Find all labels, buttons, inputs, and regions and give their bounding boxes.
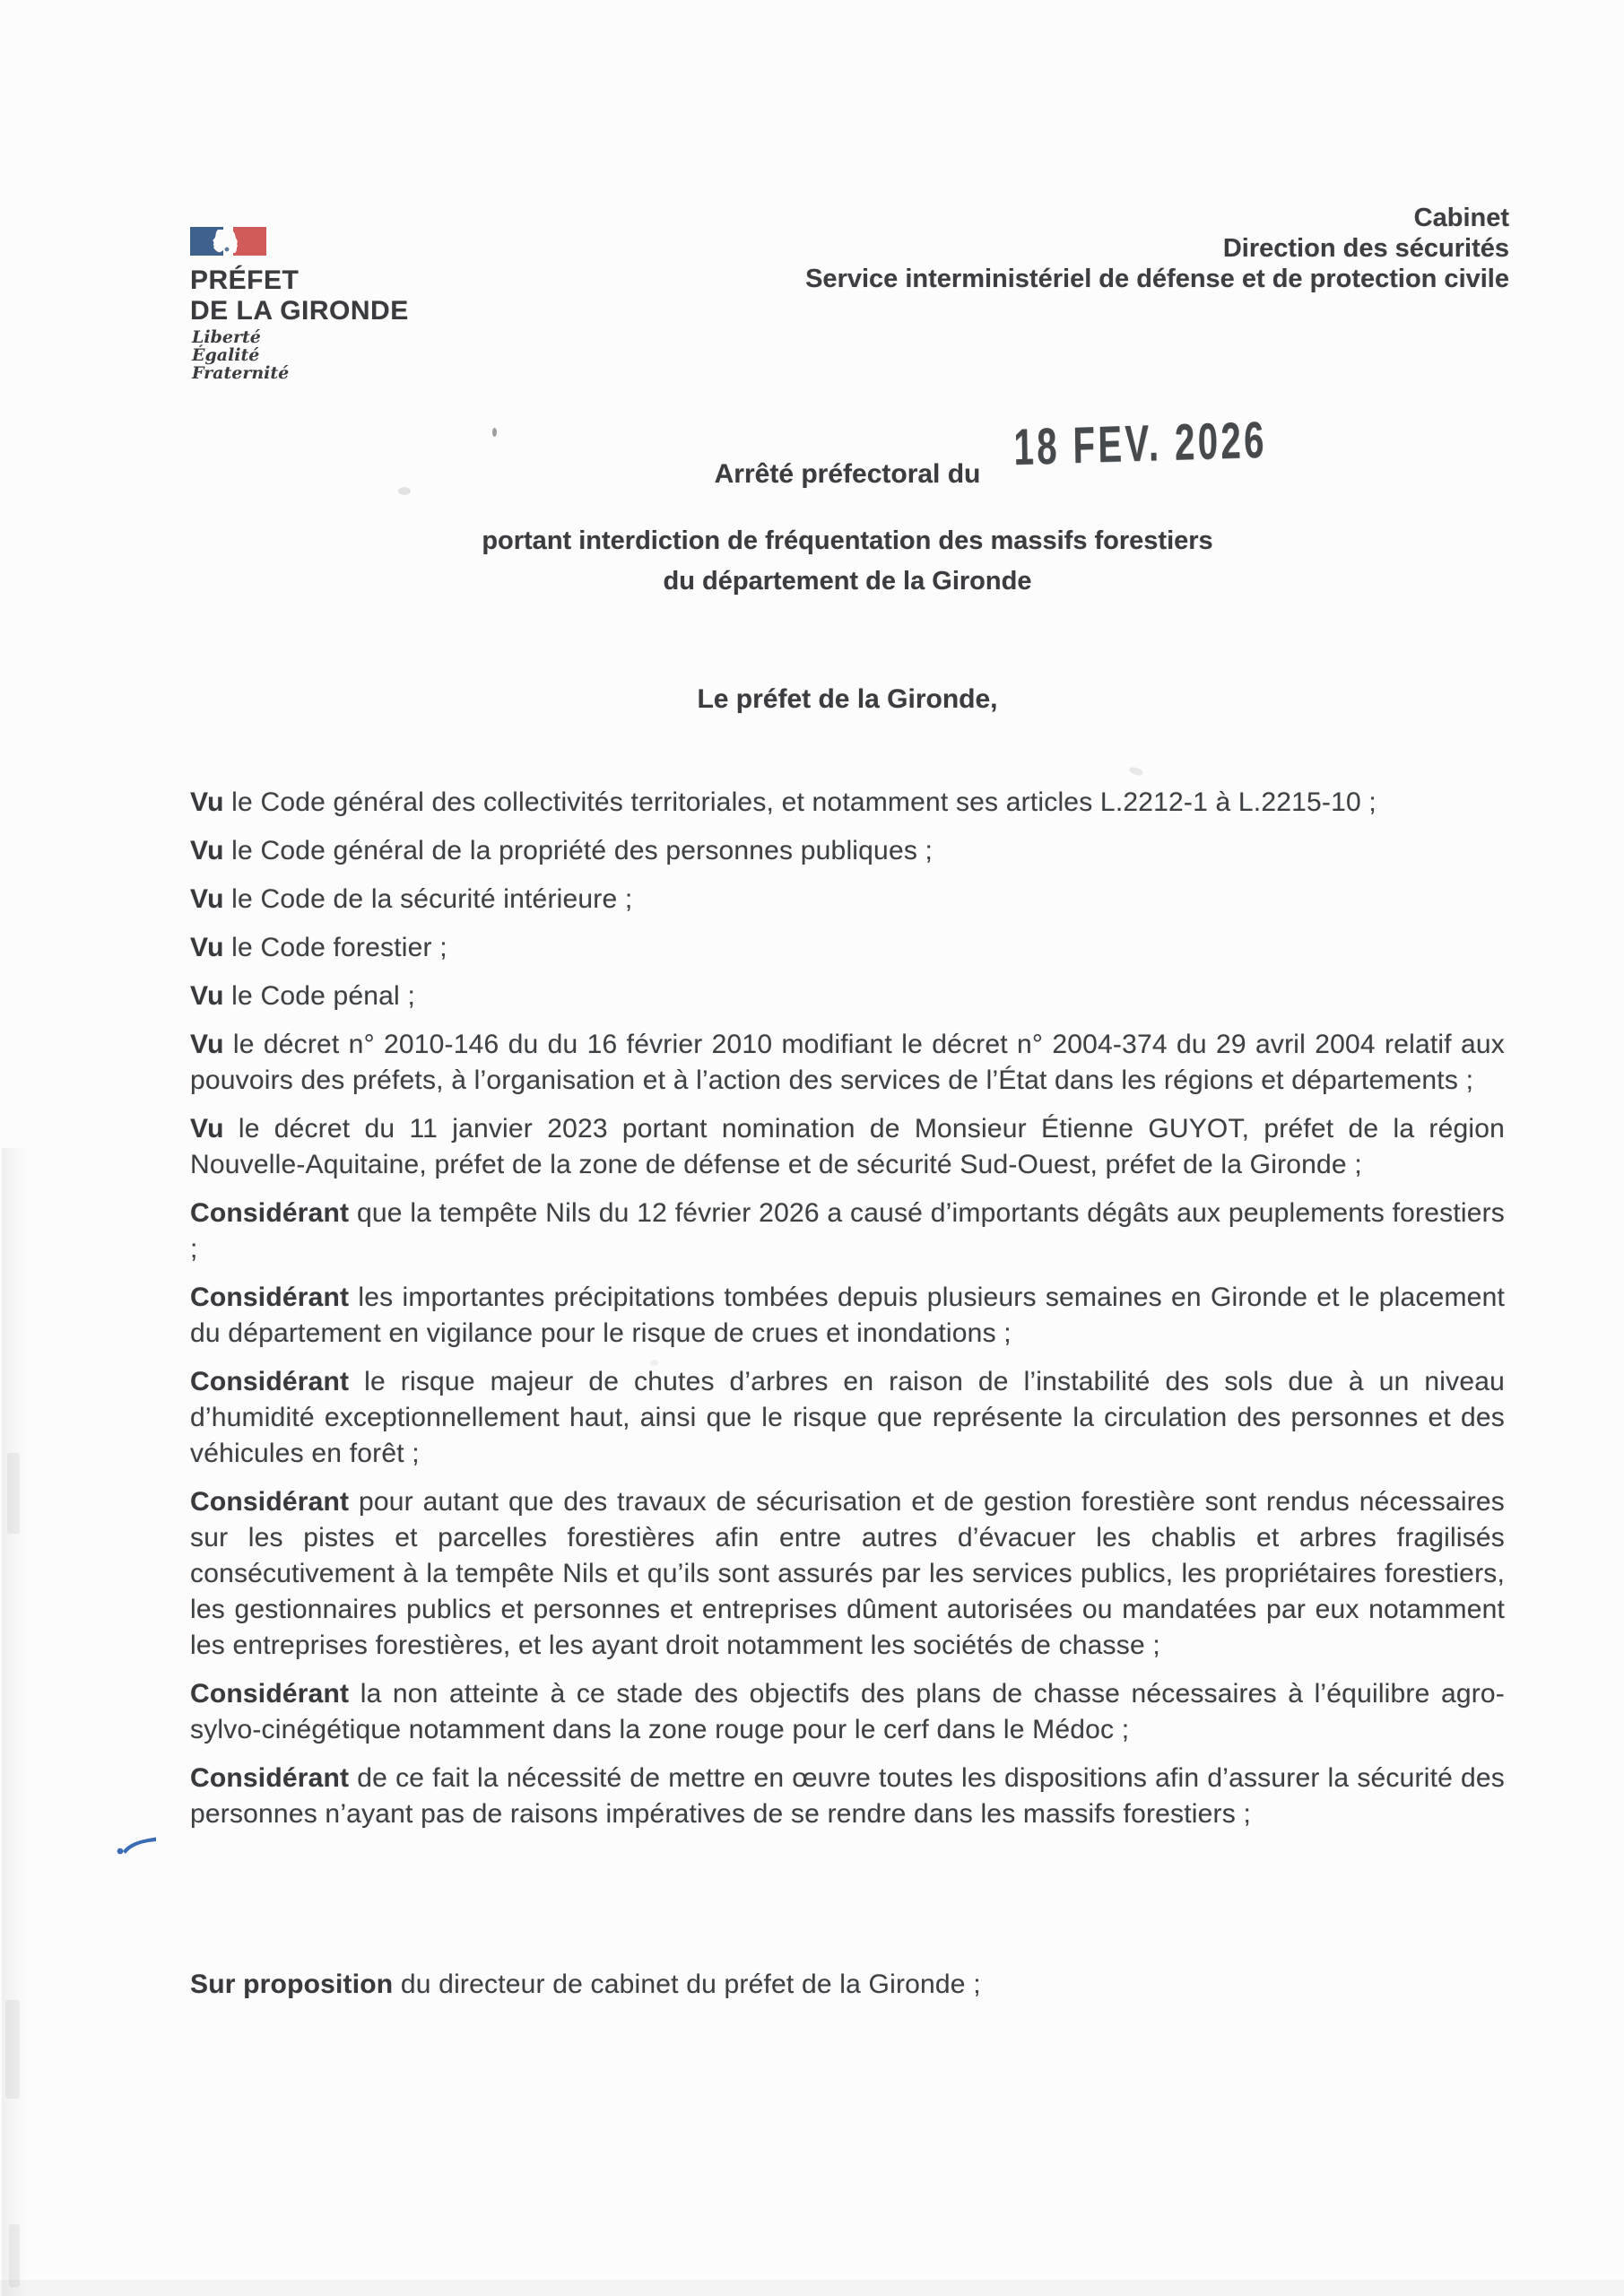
paragraph-text: le Code forestier ; xyxy=(231,933,447,962)
blue-pen-mark xyxy=(113,1831,163,1863)
paragraph-lead: Considérant xyxy=(190,1763,350,1793)
paragraph-lead: Considérant xyxy=(190,1679,350,1709)
scan-artifact xyxy=(5,2000,20,2099)
paragraph-text: le Code général de la propriété des personnes publiques ; xyxy=(231,836,934,865)
visa-paragraph xyxy=(190,930,1505,966)
scan-edge-streak xyxy=(2,1148,29,2296)
visa-paragraph xyxy=(190,833,1505,869)
paragraph-text: la non atteinte à ce stade des objectifs des plans de chasse nécessaires à l’équilibre agro-sylvo-cinégétique notamment dans la zone rouge pour le cerf dans le Médoc ; xyxy=(190,1679,1505,1744)
prefecture-name-line1: PRÉFET xyxy=(190,265,300,295)
decree-subtitle-line2: du département de la Gironde xyxy=(663,567,1032,596)
paragraph-text: de ce fait la nécessité de mettre en œuvre toutes les dispositions afin d’assurer la sécurité des personnes n’ayant pas de raisons impératives de se rendre dans les massifs forestiers ; xyxy=(190,1763,1505,1829)
header-cabinet: Cabinet xyxy=(1413,204,1509,232)
decree-subtitle xyxy=(190,521,1505,602)
considerant-paragraph xyxy=(190,1484,1505,1664)
paragraph-text: pour autant que des travaux de sécurisation et de gestion forestière sont rendus nécessaires sur les pistes et parcelles forestières afin entre autres d’évacuer les chablis et arbres fragilisés consécutivement à la tempête Nils et qu’ils sont assurés par les services publics, les propriétaires forestiers, les gestionnaires publics et personnes et entreprises dûment autorisées ou mandatées par eux notamment les entreprises forestières, et les ayant droit notamment les sociétés de chasse ; xyxy=(190,1487,1505,1660)
scan-speck xyxy=(398,487,411,495)
paragraph-lead: Vu xyxy=(190,981,224,1011)
paragraph-text: le décret n° 2010-146 du du 16 février 2010 modifiant le décret n° 2004-374 du 29 avril 2004 relatif aux pouvoirs des préfets, à l’organisation et à l’action des services de l’État dans les régions et départements ; xyxy=(190,1030,1505,1095)
paragraph-lead: Vu xyxy=(190,836,224,865)
scan-bottom-shade xyxy=(0,2280,1624,2296)
considerant-paragraph xyxy=(190,1196,1505,1267)
header-direction: Direction des sécurités xyxy=(1222,234,1509,263)
decree-body xyxy=(190,785,1505,2015)
visa-paragraph xyxy=(190,1027,1505,1099)
paragraph-text: le décret du 11 janvier 2023 portant nomination de Monsieur Étienne GUYOT, préfet de la région Nouvelle-Aquitaine, préfet de la zone de défense et de sécurité Sud-Ouest, préfet de la Gironde ; xyxy=(190,1114,1505,1179)
pen-check-icon xyxy=(113,1831,163,1858)
salutation: Le préfet de la Gironde, xyxy=(697,684,998,714)
issuing-service-header xyxy=(805,203,1509,294)
paragraph-lead: Vu xyxy=(190,1030,224,1059)
paragraph-lead: Considérant xyxy=(190,1367,350,1396)
french-government-flag-logo xyxy=(190,227,266,261)
date-stamp: 18 FEV. 2026 xyxy=(1013,411,1268,476)
paragraph-text: que la tempête Nils du 12 février 2026 a causé d’importants dégâts aux peuplements forestiers ; xyxy=(190,1198,1505,1264)
header-service: Service interministériel de défense et de protection civile xyxy=(805,265,1509,293)
paragraph-lead: Vu xyxy=(190,1114,224,1144)
decree-subtitle-line1: portant interdiction de fréquentation des massifs forestiers xyxy=(482,526,1213,555)
paragraph-text: du directeur de cabinet du préfet de la Gironde ; xyxy=(400,1970,981,1999)
paragraph-lead: Vu xyxy=(190,884,224,914)
visa-paragraph xyxy=(190,785,1505,821)
paragraph-text: les importantes précipitations tombées depuis plusieurs semaines en Gironde et le placement du département en vigilance pour le risque de crues et inondations ; xyxy=(190,1283,1505,1348)
paragraph-text: le Code pénal ; xyxy=(231,981,415,1011)
motto-fraternite: Fraternité xyxy=(192,363,290,383)
considerant-paragraph xyxy=(190,1761,1505,1832)
proposal-paragraph xyxy=(190,1967,1505,2003)
paragraph-lead: Vu xyxy=(190,933,224,962)
republic-motto xyxy=(192,328,289,382)
paragraph-text: le Code général des collectivités territoriales, et notamment ses articles L.2212-1 à L.2215-10 ; xyxy=(231,787,1376,817)
scan-speck xyxy=(1128,766,1144,778)
prefecture-name-line2: DE LA GIRONDE xyxy=(190,296,409,326)
paragraph-lead: Considérant xyxy=(190,1283,350,1312)
considerant-paragraph xyxy=(190,1676,1505,1748)
paragraph-lead: Vu xyxy=(190,787,224,817)
paragraph-text: le risque majeur de chutes d’arbres en raison de l’instabilité des sols due à un niveau d’humidité exceptionnellement haut, ainsi que le risque que représente la circulation des personnes et des véhicules en forêt ; xyxy=(190,1367,1505,1468)
paragraph-text: le Code de la sécurité intérieure ; xyxy=(231,884,633,914)
visa-paragraph xyxy=(190,882,1505,918)
scan-speck xyxy=(650,1360,658,1366)
scan-artifact xyxy=(7,1453,20,1534)
paragraph-lead: Sur proposition xyxy=(190,1970,394,1999)
scan-artifact xyxy=(9,2224,20,2287)
visa-paragraph xyxy=(190,1111,1505,1183)
motto-liberte: Liberté xyxy=(192,327,261,347)
motto-egalite: Égalité xyxy=(192,345,260,365)
decree-title: Arrêté préfectoral du xyxy=(714,459,981,489)
considerant-paragraph xyxy=(190,1364,1505,1472)
scan-speck xyxy=(492,428,497,437)
marianne-flag-icon xyxy=(190,227,266,257)
paragraph-lead: Considérant xyxy=(190,1487,350,1517)
paragraph-lead: Considérant xyxy=(190,1198,350,1228)
considerant-paragraph xyxy=(190,1280,1505,1352)
prefecture-name xyxy=(190,265,409,326)
visa-paragraph xyxy=(190,978,1505,1014)
